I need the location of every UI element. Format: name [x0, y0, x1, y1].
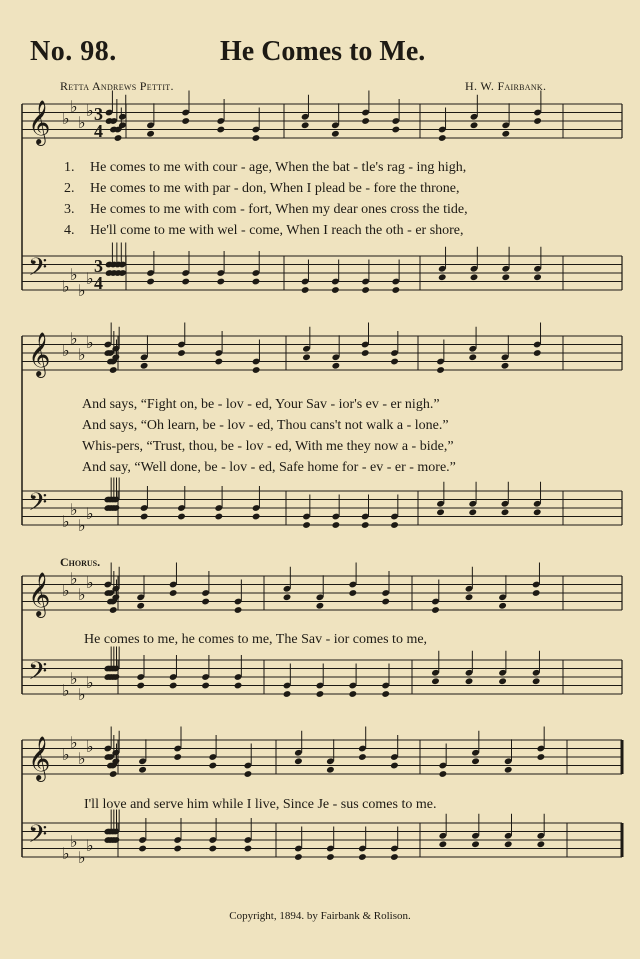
note-head	[234, 606, 243, 614]
note-head	[390, 358, 399, 366]
bass-clef-icon: 𝄢	[28, 657, 48, 692]
verse-line: 3. He comes to me with com - fort, When my dear ones cross the tide,	[64, 202, 468, 217]
verse-line: And says, “Oh learn, be - lov - ed, Thou cans't not walk a - lone.”	[82, 418, 449, 433]
flat-icon: ♭	[78, 283, 86, 300]
note-head	[173, 845, 182, 853]
note-head	[244, 845, 253, 853]
note-head	[169, 682, 178, 690]
time-signature: 4	[94, 273, 103, 293]
note-head	[169, 589, 178, 597]
verse-line: 2. He comes to me with par - don, When I plead be - fore the throne,	[64, 181, 460, 196]
note-head	[390, 521, 399, 529]
note-head	[537, 840, 546, 848]
note-head	[501, 273, 510, 281]
note-head	[439, 770, 448, 778]
note-head	[348, 690, 357, 698]
author-credit: Retta Andrews Pettit.	[60, 79, 174, 93]
note-head	[252, 513, 261, 521]
verse-line: 4. He'll come to me with wel - come, When I reach the oth - er shore,	[64, 223, 464, 238]
note-head	[381, 690, 390, 698]
note-head	[465, 593, 474, 601]
note-head	[331, 130, 340, 138]
flat-icon: ♭	[86, 103, 94, 120]
flat-icon: ♭	[70, 735, 78, 752]
note-head	[138, 845, 147, 853]
note-head	[208, 845, 217, 853]
flat-icon: ♭	[86, 575, 94, 592]
note-head	[109, 606, 118, 614]
time-signature: 3	[94, 104, 103, 124]
flat-icon: ♭	[70, 502, 78, 519]
flat-icon: ♭	[78, 347, 86, 364]
note-head	[436, 366, 445, 374]
note-head	[504, 840, 513, 848]
hymn-number: No. 98.	[30, 36, 117, 67]
note-head	[316, 602, 325, 610]
note-head	[146, 130, 155, 138]
note-head	[173, 753, 182, 761]
note-head	[252, 278, 261, 286]
note-head	[361, 286, 370, 294]
flat-icon: ♭	[86, 271, 94, 288]
flat-icon: ♭	[62, 514, 70, 531]
note-head	[348, 589, 357, 597]
note-head	[109, 366, 118, 374]
note-head	[498, 677, 507, 685]
note-head	[234, 682, 243, 690]
note-head	[501, 508, 510, 516]
flat-icon: ♭	[70, 331, 78, 348]
note-head	[216, 126, 225, 134]
flat-icon: ♭	[62, 846, 70, 863]
note-head	[470, 121, 479, 129]
bass-clef-icon: 𝄢	[28, 820, 48, 855]
note-head	[391, 286, 400, 294]
flat-icon: ♭	[78, 687, 86, 704]
note-head	[283, 593, 292, 601]
flat-icon: ♭	[62, 111, 70, 128]
note-head	[294, 853, 303, 861]
note-head	[136, 602, 145, 610]
note-head	[294, 757, 303, 765]
note-head	[140, 513, 149, 521]
composer-credit: H. W. Fairbank.	[465, 79, 547, 93]
chorus-line-2: I'll love and serve him while I live, Since Je - sus comes to me.	[84, 797, 437, 812]
note-head	[114, 134, 123, 142]
chorus-line-1: He comes to me, he comes to me, The Sav - ior comes to me,	[84, 632, 428, 647]
note-head	[381, 598, 390, 606]
treble-clef-icon: 𝄞	[28, 572, 51, 616]
note-head	[533, 273, 542, 281]
note-head	[177, 349, 186, 357]
note-head	[501, 362, 510, 370]
note-head	[533, 117, 542, 125]
flat-icon: ♭	[70, 834, 78, 851]
treble-clef-icon: 𝄞	[28, 100, 51, 144]
note-head	[244, 770, 253, 778]
note-head	[358, 853, 367, 861]
note-head	[252, 366, 261, 374]
note-head	[390, 762, 399, 770]
note-head	[537, 753, 546, 761]
note-head	[468, 508, 477, 516]
verse-line: 1. He comes to me with cour - age, When the bat - tle's rag - ing high,	[64, 160, 467, 175]
note-head	[332, 521, 341, 529]
flat-icon: ♭	[78, 587, 86, 604]
note-head	[302, 521, 311, 529]
note-head	[431, 606, 440, 614]
bass-clef-icon: 𝄢	[28, 253, 48, 288]
treble-clef-icon: 𝄞	[28, 332, 51, 376]
note-head	[201, 682, 210, 690]
verse-lyrics-system-2	[82, 397, 456, 476]
flat-icon: ♭	[70, 571, 78, 588]
note-head	[136, 682, 145, 690]
flat-icon: ♭	[86, 675, 94, 692]
note-head	[181, 278, 190, 286]
note-head	[468, 353, 477, 361]
note-head	[109, 770, 118, 778]
note-head	[533, 349, 542, 357]
note-head	[146, 278, 155, 286]
verse-line: And say, “Well done, be - lov - ed, Safe home for - ev - er - more.”	[82, 460, 456, 475]
copyright-notice: Copyright, 1894. by Fairbank & Rolison.	[229, 910, 411, 922]
flat-icon: ♭	[62, 279, 70, 296]
note-head	[138, 766, 147, 774]
note-head	[208, 762, 217, 770]
treble-clef-icon: 𝄞	[28, 736, 51, 780]
note-head	[390, 853, 399, 861]
note-head	[498, 602, 507, 610]
chorus-label: Chorus.	[60, 555, 101, 569]
note-head	[181, 117, 190, 125]
note-head	[326, 766, 335, 774]
note-head	[331, 286, 340, 294]
flat-icon: ♭	[70, 267, 78, 284]
note-head	[302, 353, 311, 361]
note-head	[471, 840, 480, 848]
flat-icon: ♭	[78, 850, 86, 867]
flat-icon: ♭	[70, 99, 78, 116]
flat-icon: ♭	[86, 739, 94, 756]
note-head	[361, 521, 370, 529]
note-head	[361, 117, 370, 125]
note-head	[465, 677, 474, 685]
note-head	[504, 766, 513, 774]
note-head	[436, 508, 445, 516]
note-head	[361, 349, 370, 357]
flat-icon: ♭	[62, 683, 70, 700]
flat-icon: ♭	[62, 343, 70, 360]
note-head	[283, 690, 292, 698]
note-head	[470, 273, 479, 281]
verse-line: And says, “Fight on, be - lov - ed, Your Sav - ior's ev - er nigh.”	[82, 397, 440, 412]
note-head	[438, 273, 447, 281]
note-head	[501, 130, 510, 138]
verse-line: Whis-pers, “Trust, thou, be - lov - ed, With me they now a - bide,”	[82, 439, 454, 454]
bass-clef-icon: 𝄢	[28, 488, 48, 523]
note-head	[301, 286, 310, 294]
note-head	[201, 598, 210, 606]
note-head	[439, 840, 448, 848]
flat-icon: ♭	[86, 335, 94, 352]
note-head	[316, 690, 325, 698]
verse-lyrics-system-1	[64, 160, 468, 239]
note-head	[532, 589, 541, 597]
note-head	[431, 677, 440, 685]
note-head	[252, 134, 261, 142]
flat-icon: ♭	[62, 583, 70, 600]
flat-icon: ♭	[78, 115, 86, 132]
flat-icon: ♭	[78, 518, 86, 535]
note-head	[358, 753, 367, 761]
note-head	[214, 358, 223, 366]
note-head	[326, 853, 335, 861]
note-head	[301, 121, 310, 129]
note-head	[332, 362, 341, 370]
note-head	[391, 126, 400, 134]
time-signature: 4	[94, 121, 103, 141]
note-head	[438, 134, 447, 142]
note-head	[140, 362, 149, 370]
flat-icon: ♭	[86, 838, 94, 855]
flat-icon: ♭	[70, 671, 78, 688]
note-head	[216, 278, 225, 286]
flat-icon: ♭	[62, 747, 70, 764]
time-signature: 3	[94, 256, 103, 276]
flat-icon: ♭	[78, 751, 86, 768]
note-head	[214, 513, 223, 521]
note-head	[532, 677, 541, 685]
note-head	[177, 513, 186, 521]
note-head	[533, 508, 542, 516]
note-head	[471, 757, 480, 765]
hymn-title: He Comes to Me.	[220, 36, 426, 67]
flat-icon: ♭	[86, 506, 94, 523]
